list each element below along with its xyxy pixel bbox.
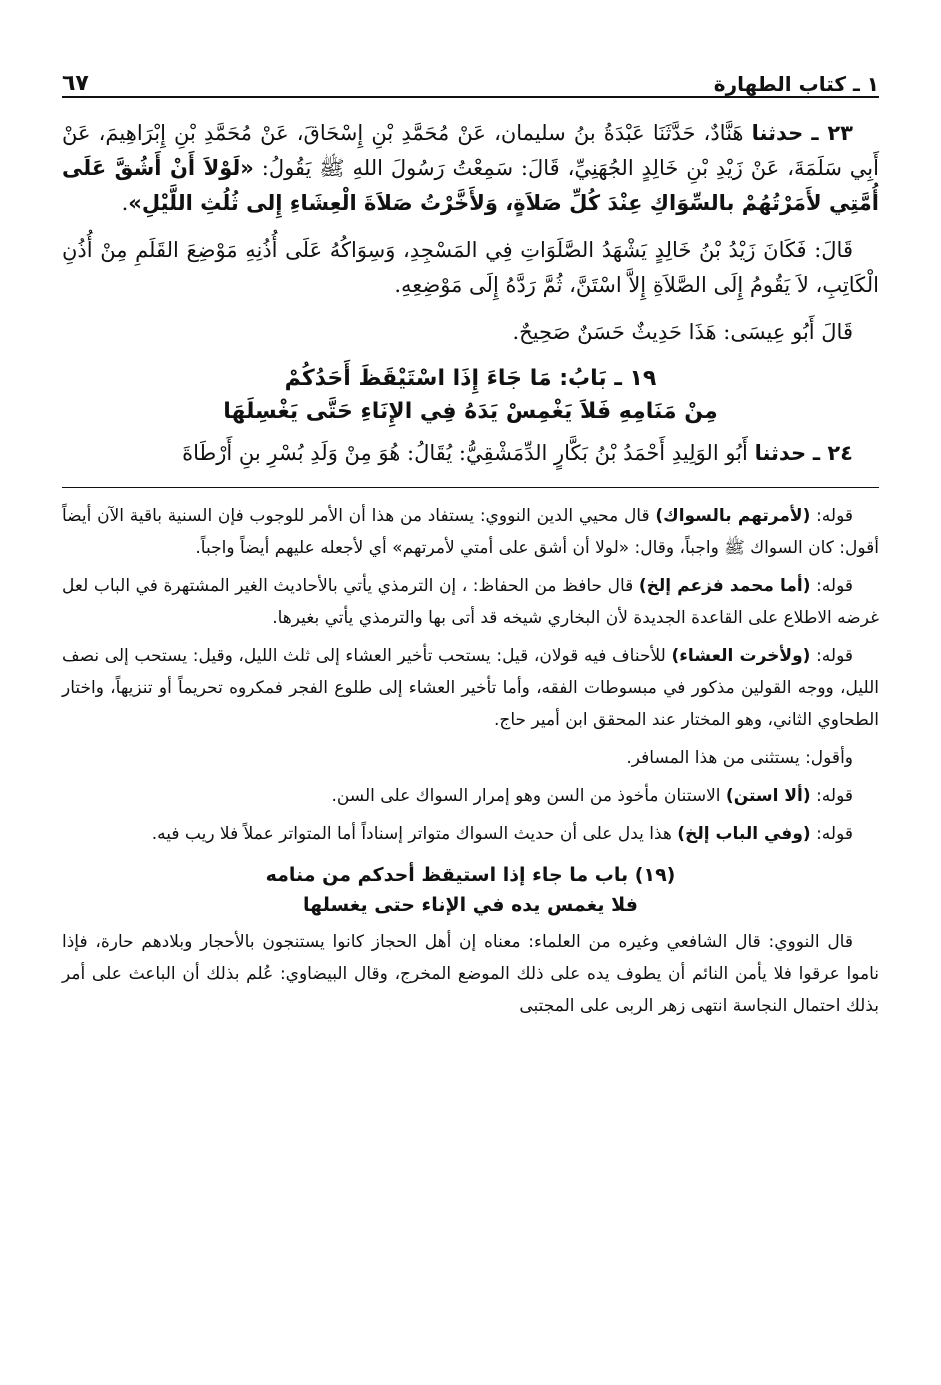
hadith-23-qala: قَالَ: فَكَانَ زَيْدُ بْنُ خَالِدٍ يَشْهَدُ الصَّلَوَاتِ فِي المَسْجِدِ، وَسِوَاكُهُ عَلَى أُذُنِهِ مَوْضِعَ القَلَمِ مِنْ أُذُنِ الْكَاتِبِ، لاَ يَقُومُ إِلَى الصَّلاَةِ إِلاَّ اسْتَنَّ، ثُمَّ رَدَّهُ إِلَى مَوْضِعِهِ. xyxy=(62,238,879,297)
note-5-text: الاستنان مأخوذ من السن وهو إمرار السواك على السن. xyxy=(331,786,721,806)
note-2-prefix: قوله: xyxy=(816,576,853,596)
note-1-text: قال محيي الدين النووي: يستفاد من هذا أن الأمر للوجوب فإن السنية باقية الآن أيضاً أقول: كان السواك ﷺ واجباً، وقال: «لولا أن أشق على أمتي لأمرتهم» أي لأجعله عليهم أيضاً واجباً. xyxy=(62,506,879,558)
commentary-chapter-heading xyxy=(62,860,879,920)
note-5 xyxy=(62,780,879,812)
note-3-prefix: قوله: xyxy=(816,646,853,666)
hadith-23-matn: «لَوْلاَ أَنْ أَشُقَّ عَلَى أُمَّتِي لأَمَرْتُهُمْ بالسِّوَاكِ عِنْدَ كُلِّ صَلاَةٍ، وَلأَخَّرْتُ صَلاَةَ الْعِشَاءِ إِلى ثُلُثِ اللَّيْلِ» xyxy=(62,156,879,215)
hadith-24 xyxy=(62,436,879,471)
note-3-text: للأحناف فيه قولان، قيل: يستحب تأخير العشاء إلى ثلث الليل، وقيل: يستحب إلى نصف الليل، ووجه القولين مذكور في مبسوطات الفقه، وأما تأخير العشاء إلى طلوع الفجر فمكروه تحريماً أو تنزيهاً، واختار الطحاوي الثاني، وهو المختار عند المحقق ابن أمير حاج. xyxy=(62,646,879,730)
hadith-23-isnad: هَنَّادٌ، حَدَّثَنَا عَبْدَةُ بنُ سليمان، عَنْ مُحَمَّدِ بْنِ إِسْحَاقَ، عَنْ مُحَمَّدِ بْنِ إِبْرَاهِيمَ، عَنْ أَبِي سَلَمَةَ، عَنْ زَيْدِ بْنِ خَالِدٍ الجُهَنِيِّ، قَالَ: سَمِعْتُ رَسُولَ اللهِ ﷺ يَقُولُ: xyxy=(62,121,879,180)
note-2-key: (أما محمد فزعم إلخ) xyxy=(638,576,811,596)
hadith-24-intro: حدثنا xyxy=(754,441,807,465)
running-title: ١ ـ كتاب الطهارة xyxy=(713,72,879,96)
book-page xyxy=(62,62,879,1345)
hadith-23-intro: حدثنا xyxy=(751,121,804,145)
hadith-23 xyxy=(62,116,879,221)
note-6-key: (وفي الباب إلخ) xyxy=(677,824,811,844)
commentary-heading-line-2: فلا يغمس يده في الإناء حتى يغسلها xyxy=(303,894,638,916)
footnote-divider xyxy=(62,487,879,488)
chapter-heading-line-2: مِنْ مَنَامِهِ فَلاَ يَغْمِسْ يَدَهُ فِي الإِنَاءِ حَتَّى يَغْسِلَهَا xyxy=(223,399,718,424)
hadith-24-number: ٢٤ ـ xyxy=(812,441,853,465)
commentary-heading-line-1: (١٩) باب ما جاء إذا استيقظ أحدكم من منامه xyxy=(265,864,676,886)
note-2 xyxy=(62,570,879,634)
hadith-23-matn-end: . xyxy=(121,191,129,215)
hadith-23-number: ٢٣ ـ xyxy=(811,121,853,145)
note-4: وأقول: يستثنى من هذا المسافر. xyxy=(626,748,853,768)
chapter-heading-19 xyxy=(62,362,879,428)
hadith-23-grading: قَالَ أَبُو عِيسَى: هَذَا حَدِيثٌ حَسَنٌ صَحِيحٌ. xyxy=(512,320,853,344)
page-number: ٦٧ xyxy=(62,71,89,96)
note-7: قال النووي: قال الشافعي وغيره من العلماء: معناه إن أهل الحجاز كانوا يستنجون بالأحجار وبلادهم حارة، فإذا ناموا عرقوا فلا يأمن النائم أن يطوف يده على ذلك الموضع المخرج، وقال البيضاوي: عُلم بذلك أن الباعث على أمر بذلك احتمال النجاسة انتهى زهر الربى على المجتبى xyxy=(62,932,879,1016)
note-1 xyxy=(62,500,879,564)
hadith-24-text: أَبُو الوَلِيدِ أَحْمَدُ بْنُ بَكَّارٍ الدِّمَشْقِيُّ: يُقَالُ: هُوَ مِنْ وَلَدِ بُسْرِ بنِ أَرْطَاةَ xyxy=(182,441,748,465)
note-2-text: قال حافظ من الحفاظ: ، إن الترمذي يأتي بالأحاديث الغير المشتهرة في الباب لعل غرضه الاطلاع على القاعدة الجديدة لأن البخاري شيخه قد أتى بها والترمذي يأتي بغيرها. xyxy=(62,576,879,628)
note-5-key: (ألا استن) xyxy=(725,786,811,806)
chapter-heading-line-1: ١٩ ـ بَابُ: مَا جَاءَ إِذَا اسْتَيْقَظَ أَحَدُكُمْ xyxy=(284,366,657,391)
page-header xyxy=(62,62,879,98)
main-text xyxy=(62,116,879,471)
note-6-prefix: قوله: xyxy=(816,824,853,844)
note-1-prefix: قوله: xyxy=(816,506,854,526)
note-3 xyxy=(62,640,879,736)
commentary xyxy=(62,500,879,1022)
note-6-text: هذا يدل على أن حديث السواك متواتر إسناداً أما المتواتر عملاً فلا ريب فيه. xyxy=(151,824,672,844)
note-3-key: (ولأخرت العشاء) xyxy=(671,646,811,666)
note-5-prefix: قوله: xyxy=(816,786,853,806)
note-1-key: (لأمرتهم بالسواك) xyxy=(655,506,811,526)
note-6 xyxy=(62,818,879,850)
